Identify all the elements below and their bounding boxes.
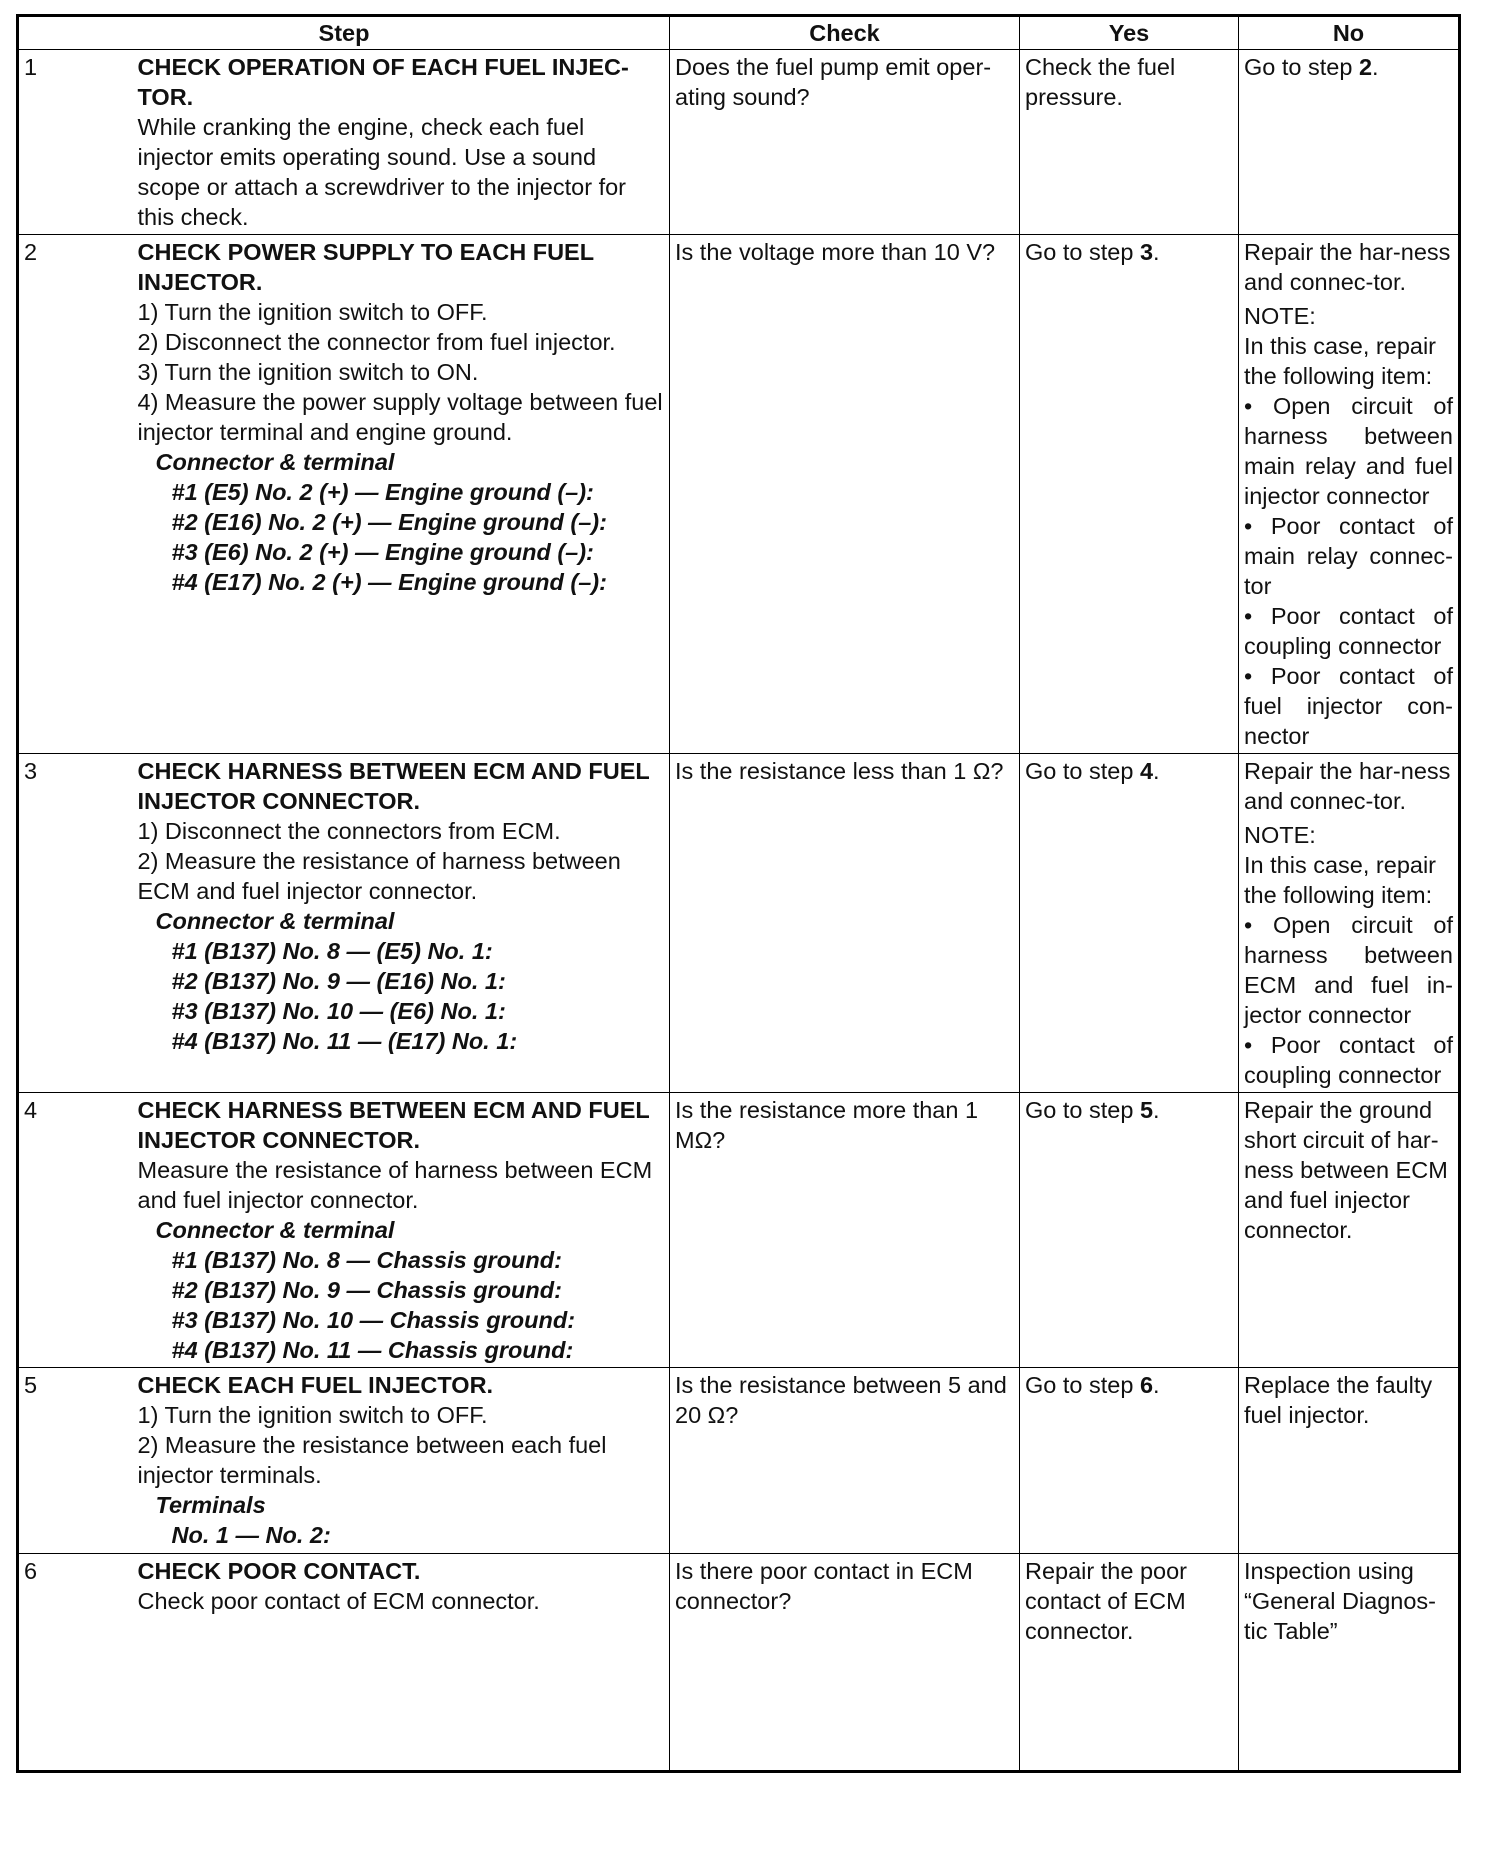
step-ref: 3 <box>1139 239 1154 265</box>
yes-text: Go to step <box>1025 758 1140 784</box>
header-row <box>18 16 1460 50</box>
connector-terminal: #1 (E5) No. 2 (+) — Engine ground (–): <box>171 479 594 505</box>
connector-label: Connector & terminal <box>155 449 395 475</box>
step-title: CHECK HARNESS BETWEEN ECM AND FUEL INJECTOR CONNECTOR. <box>137 758 650 814</box>
diagnostic-table <box>16 14 1461 1773</box>
step-description <box>133 1093 670 1368</box>
connector-label: Connector & terminal <box>155 908 395 934</box>
no-cell <box>1239 754 1460 1093</box>
yes-suffix: . <box>1153 758 1160 784</box>
step-instruction: 2) Measure the resistance of harness between ECM and fuel injector connector. <box>137 848 621 904</box>
note-text: In this case, repair the following item: <box>1244 852 1437 908</box>
header-no: No <box>1239 16 1460 50</box>
yes-text: Go to step <box>1025 239 1140 265</box>
yes-text: Go to step <box>1025 1097 1140 1123</box>
bullet-item: • Open circuit of harness between main relay and fuel injector connector <box>1244 391 1453 511</box>
step-description <box>133 235 670 754</box>
step-number: 5 <box>18 1368 133 1554</box>
connector-terminal: #2 (B137) No. 9 — Chassis ground: <box>171 1277 562 1303</box>
step-ref: 4 <box>1139 758 1154 784</box>
no-cell: Inspection using “General Diagnos-tic Table” <box>1239 1554 1460 1772</box>
step-instruction: 1) Turn the ignition switch to OFF. <box>137 299 488 325</box>
no-suffix: . <box>1372 54 1379 80</box>
check-cell: Is the voltage more than 10 V? <box>670 235 1020 754</box>
check-cell: Is the resistance more than 1 MΩ? <box>670 1093 1020 1368</box>
step-text: Measure the resistance of harness between ECM and fuel injector connector. <box>137 1157 653 1213</box>
note-label: NOTE: <box>1244 822 1316 848</box>
step-number: 4 <box>18 1093 133 1368</box>
check-cell: Is there poor contact in ECM connector? <box>670 1554 1020 1772</box>
note-text: In this case, repair the following item: <box>1244 333 1437 389</box>
bullet-item: • Poor contact of fuel injector con-nector <box>1244 661 1453 751</box>
bullet-item: • Open circuit of harness between ECM and fuel in-jector connector <box>1244 910 1453 1030</box>
header-yes: Yes <box>1020 16 1239 50</box>
no-cell <box>1239 50 1460 235</box>
connector-terminal: #1 (B137) No. 8 — (E5) No. 1: <box>171 938 493 964</box>
step-title: CHECK HARNESS BETWEEN ECM AND FUEL INJECTOR CONNECTOR. <box>137 1097 650 1153</box>
connector-label: Connector & terminal <box>155 1217 395 1243</box>
step-instruction: 4) Measure the power supply voltage between fuel injector terminal and engine ground. <box>137 389 663 445</box>
yes-suffix: . <box>1153 1372 1160 1398</box>
no-cell: Repair the ground short circuit of har-ness between ECM and fuel injector connector. <box>1239 1093 1460 1368</box>
table-row <box>18 1368 1460 1554</box>
step-number: 6 <box>18 1554 133 1772</box>
bullet-item: • Poor contact of coupling connector <box>1244 601 1453 661</box>
step-title: CHECK OPERATION OF EACH FUEL INJEC-TOR. <box>137 54 629 110</box>
terminal-pair: No. 1 — No. 2: <box>171 1522 331 1548</box>
repair-text: Repair the har-ness and connec-tor. <box>1244 239 1451 295</box>
table-row <box>18 1093 1460 1368</box>
step-ref: 5 <box>1139 1097 1154 1123</box>
connector-terminal: #2 (B137) No. 9 — (E16) No. 1: <box>171 968 506 994</box>
step-description <box>133 50 670 235</box>
no-text: Go to step <box>1244 54 1359 80</box>
table-row <box>18 1554 1460 1772</box>
step-title: CHECK EACH FUEL INJECTOR. <box>137 1372 494 1398</box>
connector-terminal: #4 (E17) No. 2 (+) — Engine ground (–): <box>171 569 607 595</box>
yes-cell: Repair the poor contact of ECM connector. <box>1020 1554 1239 1772</box>
step-instruction: 3) Turn the ignition switch to ON. <box>137 359 479 385</box>
step-description <box>133 1554 670 1772</box>
yes-cell: Check the fuel pressure. <box>1020 50 1239 235</box>
yes-suffix: . <box>1153 239 1160 265</box>
step-description <box>133 1368 670 1554</box>
step-text: Check poor contact of ECM connector. <box>137 1588 540 1614</box>
step-title: CHECK POOR CONTACT. <box>137 1558 421 1584</box>
yes-cell <box>1020 754 1239 1093</box>
connector-terminal: #3 (B137) No. 10 — (E6) No. 1: <box>171 998 506 1024</box>
table-row <box>18 754 1460 1093</box>
no-cell: Replace the faulty fuel injector. <box>1239 1368 1460 1554</box>
table-row <box>18 50 1460 235</box>
connector-terminal: #3 (B137) No. 10 — Chassis ground: <box>171 1307 576 1333</box>
bullet-item: • Poor contact of coupling connector <box>1244 1030 1453 1090</box>
no-cell <box>1239 235 1460 754</box>
step-number: 3 <box>18 754 133 1093</box>
connector-terminal: #4 (B137) No. 11 — Chassis ground: <box>171 1337 574 1363</box>
check-cell: Is the resistance less than 1 Ω? <box>670 754 1020 1093</box>
connector-terminal: #4 (B137) No. 11 — (E17) No. 1: <box>171 1028 518 1054</box>
bullet-item: • Poor contact of main relay connec-tor <box>1244 511 1453 601</box>
step-instruction: 2) Disconnect the connector from fuel injector. <box>137 329 616 355</box>
check-cell: Does the fuel pump emit oper-ating sound? <box>670 50 1020 235</box>
step-number: 2 <box>18 235 133 754</box>
step-number: 1 <box>18 50 133 235</box>
yes-text: Go to step <box>1025 1372 1140 1398</box>
yes-cell <box>1020 1368 1239 1554</box>
check-cell: Is the resistance between 5 and 20 Ω? <box>670 1368 1020 1554</box>
step-title: CHECK POWER SUPPLY TO EACH FUEL INJECTOR. <box>137 239 594 295</box>
step-ref: 6 <box>1139 1372 1154 1398</box>
yes-suffix: . <box>1153 1097 1160 1123</box>
connector-terminal: #3 (E6) No. 2 (+) — Engine ground (–): <box>171 539 594 565</box>
table-row <box>18 235 1460 754</box>
connector-terminal: #1 (B137) No. 8 — Chassis ground: <box>171 1247 562 1273</box>
step-description <box>133 754 670 1093</box>
repair-text: Repair the har-ness and connec-tor. <box>1244 758 1451 814</box>
yes-cell <box>1020 235 1239 754</box>
header-check: Check <box>670 16 1020 50</box>
note-label: NOTE: <box>1244 303 1316 329</box>
step-ref: 2 <box>1358 54 1373 80</box>
connector-terminal: #2 (E16) No. 2 (+) — Engine ground (–): <box>171 509 607 535</box>
step-instruction: 1) Turn the ignition switch to OFF. <box>137 1402 488 1428</box>
step-text: While cranking the engine, check each fuel injector emits operating sound. Use a sound scope or attach a screwdriver to the injector for this check. <box>137 114 626 230</box>
terminals-label: Terminals <box>155 1492 266 1518</box>
step-instruction: 1) Disconnect the connectors from ECM. <box>137 818 561 844</box>
header-step: Step <box>18 16 670 50</box>
step-instruction: 2) Measure the resistance between each fuel injector terminals. <box>137 1432 607 1488</box>
yes-cell <box>1020 1093 1239 1368</box>
